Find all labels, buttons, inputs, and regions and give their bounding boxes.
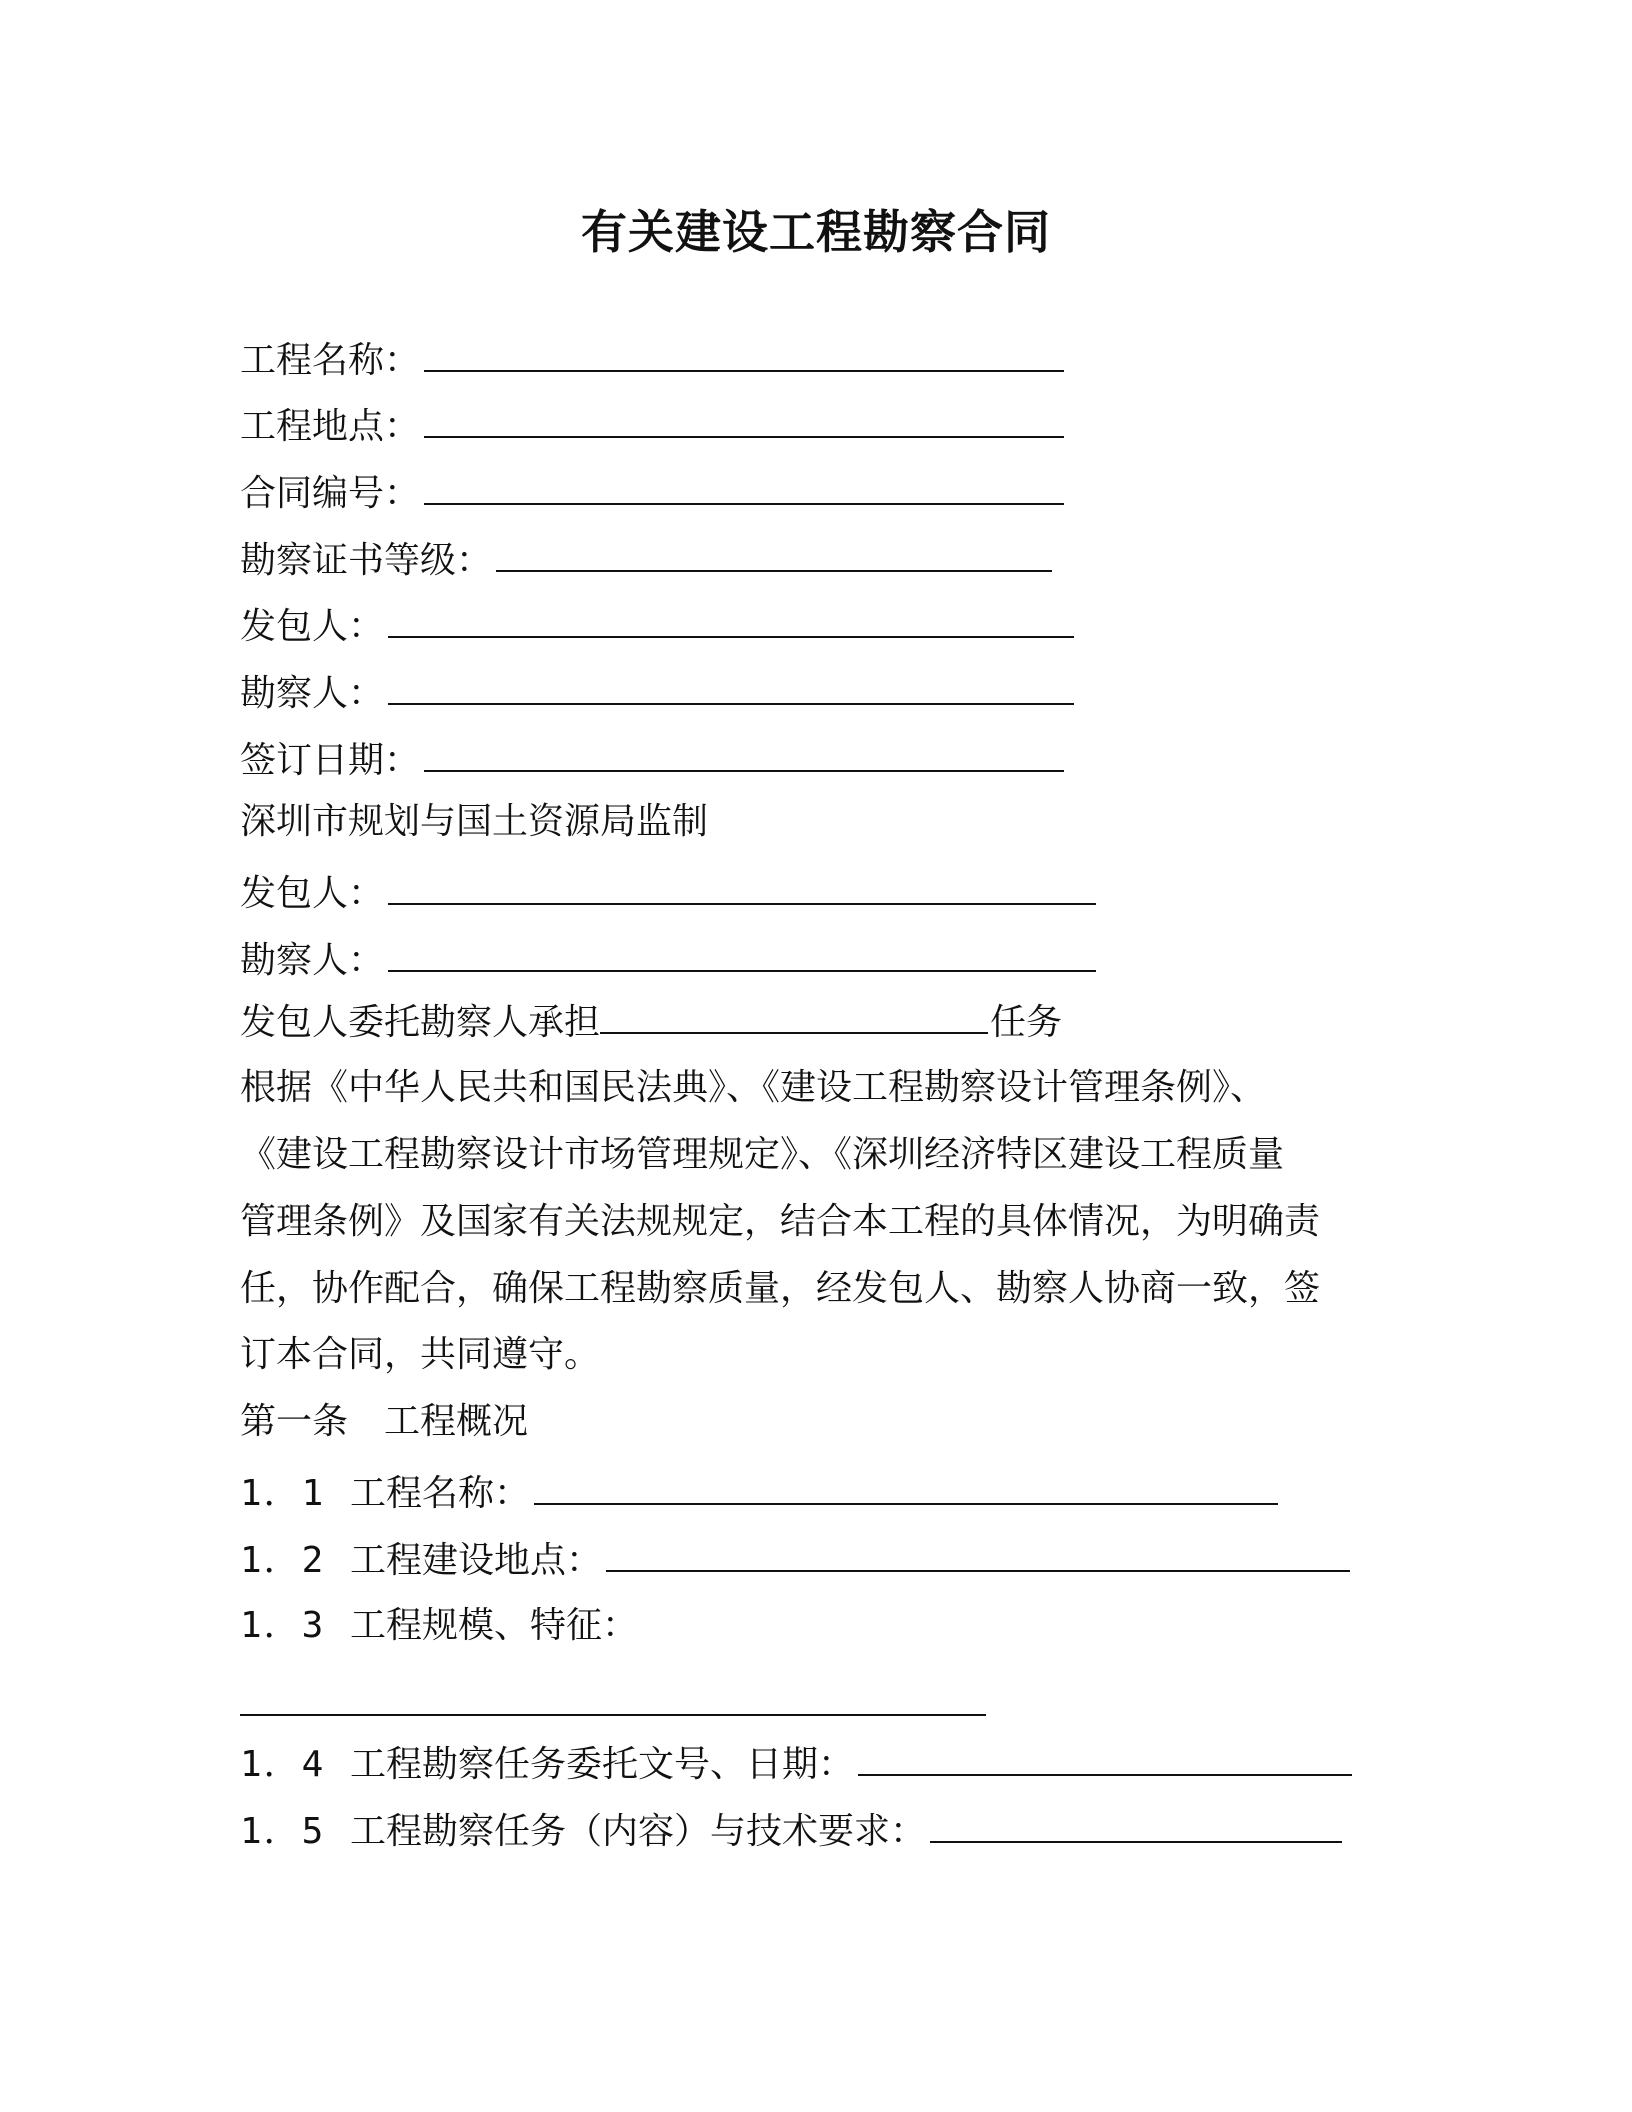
preamble-line-3: 管理条例》及国家有关法规规定，结合本工程的具体情况，为明确责	[240, 1201, 1321, 1242]
item-number: 1．3	[240, 1605, 326, 1646]
cover-cert-level-row	[240, 536, 1056, 585]
article-1-item-5	[240, 1807, 1346, 1856]
preamble-line-5: 订本合同，共同遵守。	[240, 1334, 601, 1375]
cover-surveyor-row	[240, 669, 1078, 718]
article-1-item-2	[240, 1536, 1354, 1585]
cover-project-name-row	[240, 336, 1068, 385]
item-label: 工程勘察任务委托文号、日期：	[350, 1744, 855, 1785]
preamble-line-4: 任，协作配合，确保工程勘察质量，经发包人、勘察人协商一致，签	[240, 1268, 1321, 1309]
article-1-item-1	[240, 1469, 1282, 1518]
cover-sign-date-label: 签订日期：	[240, 740, 421, 781]
item-2-blank[interactable]	[606, 1536, 1350, 1572]
parties-surveyor-blank[interactable]	[388, 936, 1096, 972]
cover-project-site-label: 工程地点：	[240, 406, 421, 447]
item-4-blank[interactable]	[858, 1740, 1352, 1776]
cover-sign-date-blank[interactable]	[424, 736, 1064, 772]
cover-employer-label: 发包人：	[240, 606, 385, 647]
parties-employer-label: 发包人：	[240, 873, 385, 914]
cover-contract-no-row	[240, 469, 1068, 518]
item-1-blank[interactable]	[534, 1469, 1278, 1505]
item-label: 工程规模、特征：	[350, 1605, 639, 1646]
document-title: 有关建设工程勘察合同	[581, 205, 1051, 259]
cover-surveyor-label: 勘察人：	[240, 673, 385, 714]
cover-project-name-blank[interactable]	[424, 336, 1064, 372]
article-1-item-4	[240, 1740, 1356, 1789]
preamble-line-1: 根据《中华人民共和国民法典》、《建设工程勘察设计管理条例》、	[240, 1067, 1267, 1108]
cover-cert-level-label: 勘察证书等级：	[240, 540, 493, 581]
parties-employer-row	[240, 869, 1100, 918]
parties-task-suffix: 任务	[990, 1002, 1063, 1043]
cover-project-site-blank[interactable]	[424, 402, 1064, 438]
cover-contract-no-blank[interactable]	[424, 469, 1064, 505]
article-1-heading: 第一条 工程概况	[240, 1401, 529, 1442]
parties-task-row	[240, 998, 1062, 1047]
parties-surveyor-label: 勘察人：	[240, 940, 385, 981]
cover-supervisor-text: 深圳市规划与国土资源局监制	[240, 801, 709, 842]
article-1-item-3	[240, 1602, 638, 1650]
parties-task-blank[interactable]	[600, 998, 988, 1034]
parties-employer-blank[interactable]	[388, 869, 1096, 905]
cover-cert-level-blank[interactable]	[496, 536, 1052, 572]
item-5-blank[interactable]	[930, 1807, 1342, 1843]
item-number: 1．5	[240, 1811, 326, 1852]
parties-surveyor-row	[240, 936, 1100, 985]
parties-task-prefix: 发包人委托勘察人承担	[240, 1002, 601, 1043]
cover-employer-blank[interactable]	[388, 602, 1074, 638]
cover-project-site-row	[240, 402, 1068, 451]
item-3-blank[interactable]	[240, 1714, 986, 1716]
cover-project-name-label: 工程名称：	[240, 340, 421, 381]
item-label: 工程勘察任务（内容）与技术要求：	[350, 1811, 927, 1852]
item-number: 1．1	[240, 1473, 326, 1514]
cover-surveyor-blank[interactable]	[388, 669, 1074, 705]
item-number: 1．2	[240, 1540, 326, 1581]
cover-sign-date-row	[240, 736, 1068, 785]
preamble-line-2: 《建设工程勘察设计市场管理规定》、《深圳经济特区建设工程质量	[240, 1134, 1285, 1175]
cover-employer-row	[240, 602, 1078, 651]
item-number: 1．4	[240, 1744, 326, 1785]
item-label: 工程名称：	[350, 1473, 531, 1514]
item-label: 工程建设地点：	[350, 1540, 603, 1581]
cover-contract-no-label: 合同编号：	[240, 473, 421, 514]
